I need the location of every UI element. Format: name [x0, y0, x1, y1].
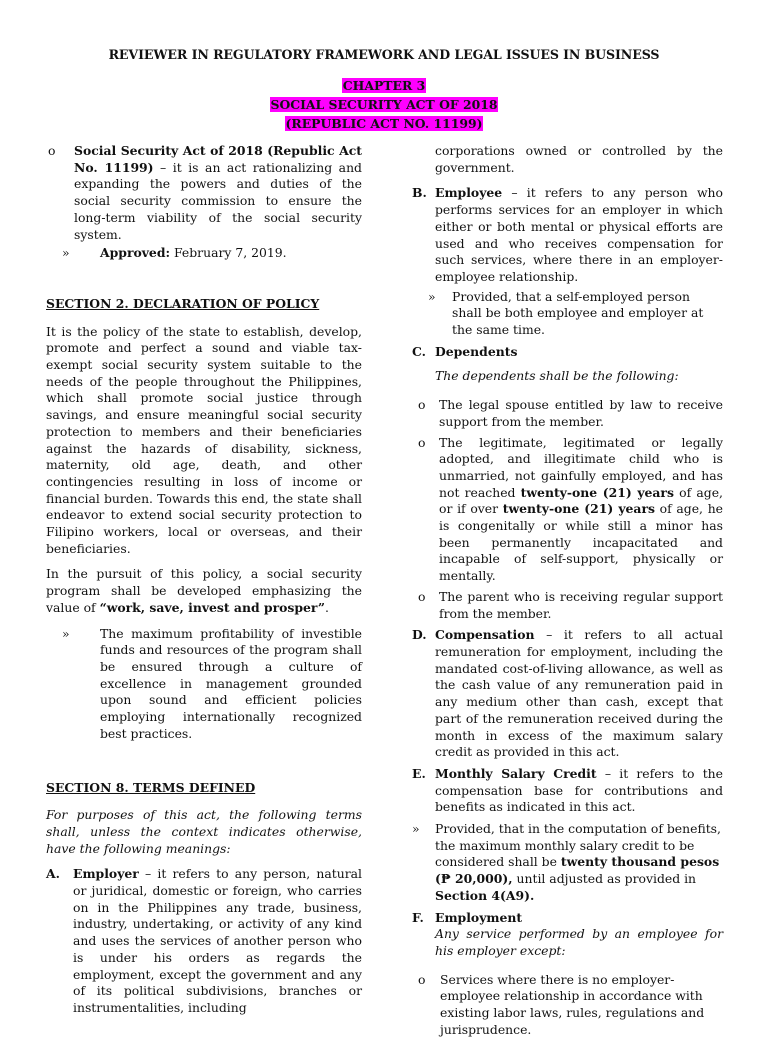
circle-bullet-icon: o: [418, 971, 426, 987]
term-title: Employer: [73, 866, 139, 882]
chapter-label: CHAPTER 3: [342, 78, 426, 93]
circle-bullet-icon: o: [418, 434, 426, 450]
section2-paragraph-2-end: .: [325, 599, 329, 615]
section2-paragraph-2: [46, 566, 362, 616]
term-definition: – it refers to any person, natural or juridical, domestic or foreign, who carries on in the Philippines any trade, business, industry, undertaking, or activity of any kind and uses the services of another person who is under his orders as regards the employment, except the government and any of its political subdivisions, branches or instrumentalities, including: [73, 866, 362, 1015]
act-number: (REPUBLIC ACT NO. 11199): [285, 116, 483, 131]
dependent-item: [412, 589, 723, 622]
section8-heading: SECTION 8. TERMS DEFINED: [46, 779, 256, 795]
term-letter: A.: [46, 866, 60, 882]
section2-paragraph-2-text: In the pursuit of this policy, a social security program shall be developed emphasizing the value of: [46, 566, 362, 615]
intro-text: – it is an act rationalizing and expanding the powers and duties of the social security commission to ensure the long-term viability of the social security system.: [74, 159, 362, 242]
approved-date: February 7, 2019.: [170, 245, 287, 261]
term-compensation: [412, 627, 723, 761]
term-employer-continued: corporations owned or controlled by the government.: [435, 143, 723, 175]
term-letter: C.: [412, 343, 426, 359]
term-title: Compensation: [435, 627, 535, 643]
section2-motto: “work, save, invest and prosper”: [99, 599, 326, 615]
dependent-item-text: of age, or if over: [439, 484, 723, 517]
right-column: [412, 143, 723, 1038]
term-definition: – it refers to any person who performs services for an employer in which either or both mental or physical efforts are used and who receives compensation for such services, where there in an employer-employee relationship.: [435, 185, 723, 284]
term-employer: [46, 866, 362, 1016]
employee-proviso-text: Provided, that a self-employed person shall be both employee and employer at the same time.: [452, 288, 704, 338]
term-definition: – it refers to all actual remuneration for employment, including the mandated cost-of-living allowance, as well as the cash value of any remuneration paid in any medium other than cash, except that part of the remuneration received during the month in excess of the maximum salary credit as provided in this act.: [435, 627, 723, 760]
term-letter: B.: [412, 185, 427, 201]
term-letter: E.: [412, 765, 426, 781]
dependent-item-text: The legitimate, legitimated or legally adopted, and illegitimate child who is unmarried, not gainfully employed, and has not reached: [439, 434, 723, 500]
proviso-text: until adjusted as provided in: [512, 871, 697, 887]
circle-bullet-icon: o: [418, 397, 426, 413]
term-title: Monthly Salary Credit: [435, 765, 597, 781]
employment-intro: Any service performed by an employee for his employer except:: [435, 926, 723, 958]
chapter-heading: [0, 76, 768, 133]
section2-bullet-text: The maximum profitability of investible funds and resources of the program shall be ensured through a culture of excellence in management grounded upon sound and efficient policies employing internationally recognized best practices.: [100, 625, 362, 741]
approved-label: Approved:: [100, 245, 171, 261]
dependent-item-text: The legal spouse entitled by law to receive support from the member.: [439, 397, 723, 429]
circle-bullet-icon: o: [418, 588, 426, 604]
proviso-text: Provided, that in the computation of benefits, the maximum monthly salary credit to be considered shall be: [435, 821, 721, 870]
section8-intro: For purposes of this act, the following terms shall, unless the context indicates otherwise, have the following meanings:: [46, 807, 362, 856]
term-employment: [412, 910, 723, 960]
term-dependents: [412, 344, 723, 385]
chevron-bullet-icon: »: [412, 821, 420, 837]
term-letter: D.: [412, 627, 427, 643]
dependents-intro: The dependents shall be the following:: [435, 368, 679, 384]
employee-proviso: [428, 289, 723, 339]
dependent-item: [412, 397, 723, 430]
intro-item: [46, 143, 362, 243]
chevron-bullet-icon: »: [428, 288, 436, 304]
age-limit: twenty-one (21) years: [502, 501, 655, 517]
intro-term: Social Security Act of 2018 (Republic Act No. 11199): [74, 143, 362, 175]
salary-credit-proviso: [412, 821, 723, 905]
term-employee: [412, 185, 723, 285]
left-column: [46, 143, 362, 1017]
chevron-bullet-icon: »: [62, 625, 70, 641]
section2-heading: SECTION 2. DECLARATION OF POLICY: [46, 295, 320, 311]
approved-item: [62, 245, 362, 262]
term-monthly-salary-credit: [412, 766, 723, 816]
chevron-bullet-icon: »: [62, 245, 70, 261]
employment-exception-text: Services where there is no employer-employee relationship in accordance with existing labor laws, rules, regulations and jurisprudence.: [440, 971, 705, 1037]
term-letter: F.: [412, 909, 424, 925]
section2-bullet: [62, 626, 362, 743]
employment-exception: [412, 972, 723, 1038]
salary-cap: twenty thousand pesos (₱ 20,000),: [435, 854, 720, 887]
section-reference: Section 4(A9).: [435, 887, 535, 903]
act-name: SOCIAL SECURITY ACT OF 2018: [270, 97, 498, 112]
section2-paragraph-1: It is the policy of the state to establish, develop, promote and perfect a sound and viable tax-exempt social security system suitable to the needs of the people throughout the Philippines, which shall promote social justice through savings, and ensure meaningful social security protection to members and their beneficiaries against the hazards of disability, sickness, maternity, old age, death, and other contingencies resulting in loss of income or financial burden. Towards this end, the state shall endeavor to extend social security protection to Filipino workers, local or overseas, and their beneficiaries.: [46, 323, 362, 556]
term-title: Employee: [435, 185, 503, 201]
term-title: Dependents: [435, 343, 518, 359]
document-title: REVIEWER IN REGULATORY FRAMEWORK AND LEGAL ISSUES IN BUSINESS: [108, 47, 660, 62]
term-definition: – it refers to the compensation base for contributions and benefits as indicated in this act.: [435, 765, 723, 815]
circle-bullet-icon: o: [48, 143, 56, 158]
dependent-item-text: of age, he is congenitally or while still a minor has been permanently incapacitated and incapable of self-support, physically or mentally.: [439, 501, 724, 584]
term-title: Employment: [435, 909, 523, 925]
dependent-item-text: The parent who is receiving regular support from the member.: [439, 588, 723, 621]
age-limit: twenty-one (21) years: [520, 484, 674, 500]
dependent-item: [412, 435, 723, 585]
